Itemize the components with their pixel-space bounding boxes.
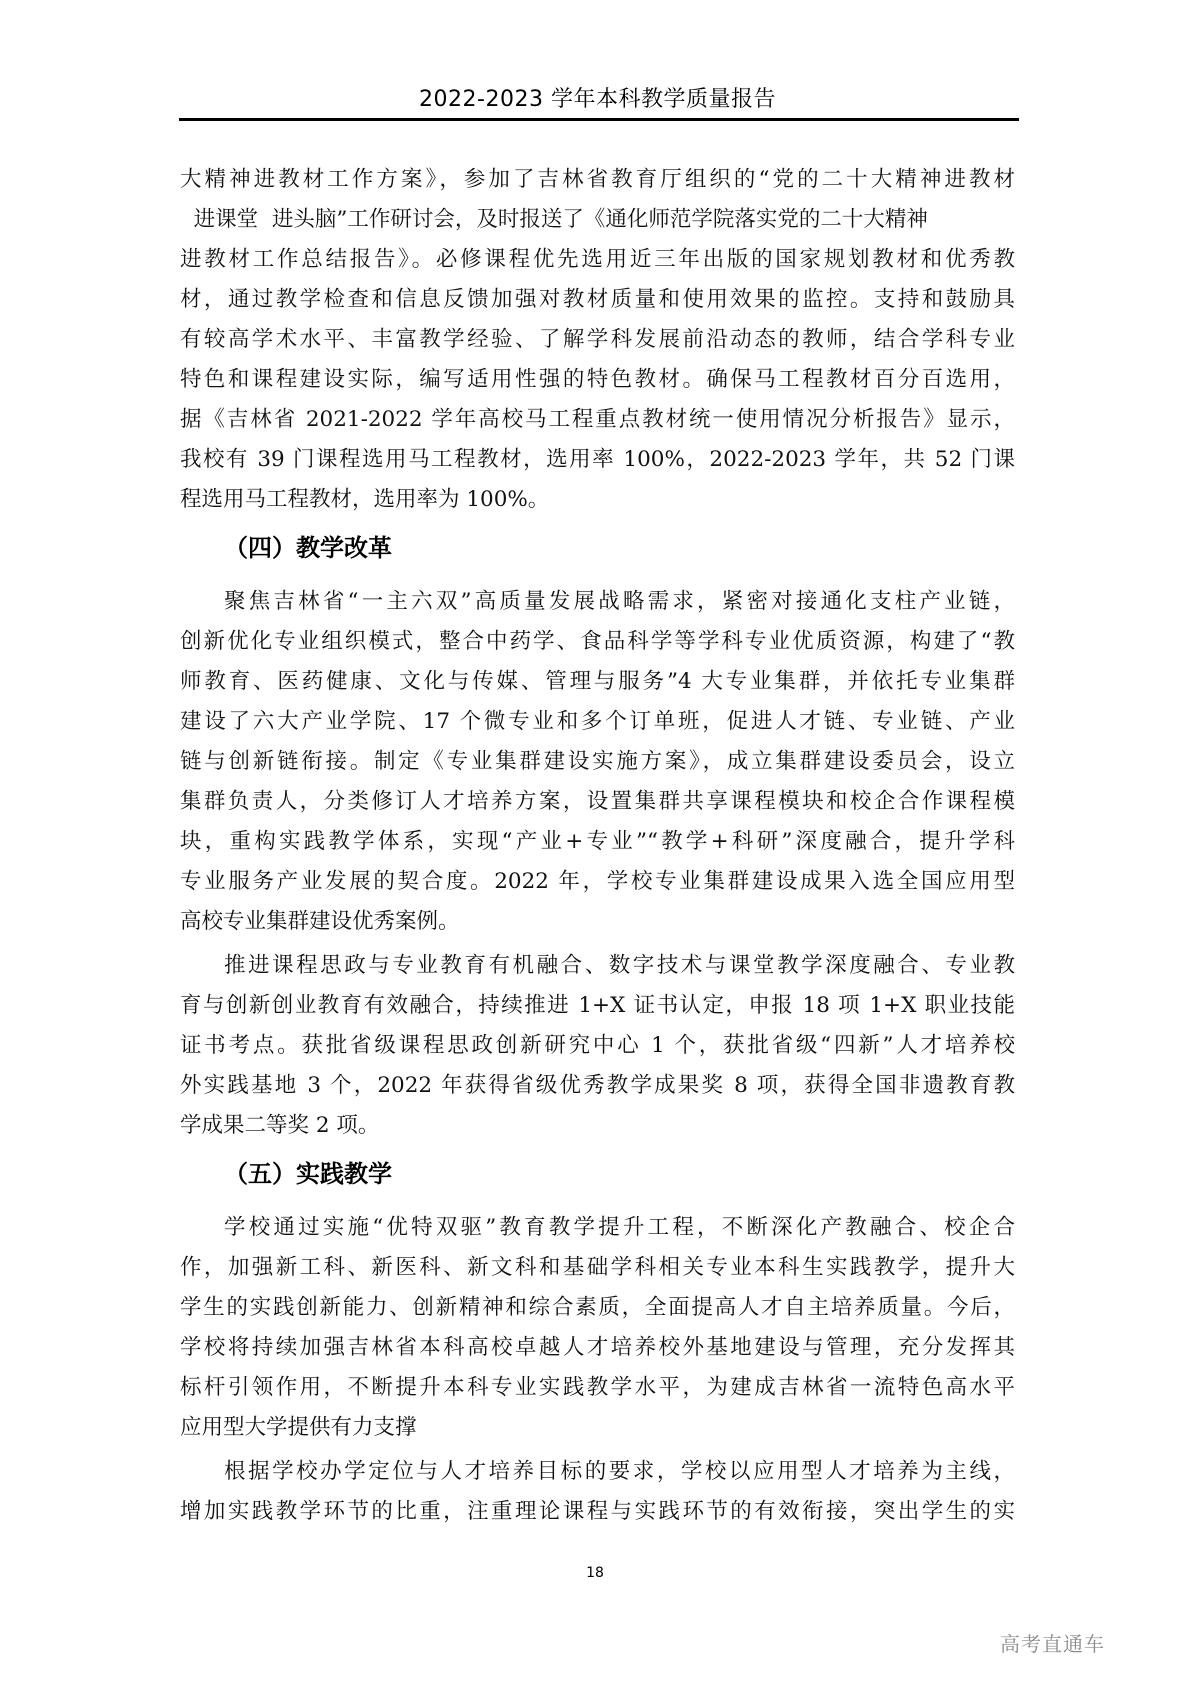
text-line: 块，重构实践教学体系，实现“产业+专业”“教学+科研”深度融合，提升学科 bbox=[180, 829, 1015, 854]
text-line: 材，通过教学检查和信息反馈加强对教材质量和使用效果的监控。支持和鼓励具 bbox=[180, 287, 1015, 312]
text-line: 外实践基地 3 个，2022 年获得省级优秀教学成果奖 8 项，获得全国非遗教育教 bbox=[180, 1073, 1015, 1098]
text-line: 标杆引领作用，不断提升本科专业实践教学水平，为建成吉林省一流特色高水平 bbox=[180, 1375, 1015, 1400]
header-divider bbox=[179, 118, 1019, 121]
text-line: 大精神进教材工作方案》，参加了吉林省教育厅组织的“党的二十大精神进教材 bbox=[180, 167, 1015, 192]
paragraph-practice-program bbox=[180, 1208, 1015, 1448]
text-line: 链与创新链衔接。制定《专业集群建设实施方案》，成立集群建设委员会，设立 bbox=[180, 749, 1015, 774]
text-line: 学校将持续加强吉林省本科高校卓越人才培养校外基地建设与管理，充分发挥其 bbox=[180, 1335, 1015, 1360]
text-line: 育与创新创业教育有效融合，持续推进 1+X 证书认定，申报 18 项 1+X 职业技能 bbox=[180, 993, 1015, 1018]
text-line: 有较高学术水平、丰富教学经验、了解学科发展前沿动态的教师，结合学科专业 bbox=[180, 327, 1015, 352]
text-line: 集群负责人，分类修订人才培养方案，设置集群共享课程模块和校企合作课程模 bbox=[180, 789, 1015, 814]
text-line: 进教材工作总结报告》。必修课程优先选用近三年出版的国家规划教材和优秀教 bbox=[180, 247, 1015, 272]
text-line: 作，加强新工科、新医科、新文科和基础学科相关专业本科生实践教学，提升大 bbox=[180, 1255, 1015, 1280]
paragraph-curriculum-integration bbox=[180, 946, 1015, 1146]
text-line: 根据学校办学定位与人才培养目标的要求，学校以应用型人才培养为主线， bbox=[224, 1459, 1015, 1484]
text-line: 据《吉林省 2021-2022 学年高校马工程重点教材统一使用情况分析报告》显示， bbox=[180, 407, 1015, 432]
paragraph-textbook-selection bbox=[180, 160, 1015, 520]
text-line: 学生的实践创新能力、创新精神和综合素质，全面提高人才自主培养质量。今后， bbox=[180, 1295, 1015, 1320]
page-number: 18 bbox=[586, 1565, 604, 1581]
text-line: 增加实践教学环节的比重，注重理论课程与实践环节的有效衔接，突出学生的实 bbox=[180, 1499, 1015, 1524]
text-line: 创新优化专业组织模式，整合中药学、食品科学等学科专业优质资源，构建了“教 bbox=[180, 629, 1015, 654]
text-line: 学校通过实施“优特双驱”教育教学提升工程，不断深化产教融合、校企合 bbox=[224, 1215, 1015, 1240]
paragraph-applied-talent bbox=[180, 1452, 1015, 1532]
text-line: 建设了六大产业学院、17 个微专业和多个订单班，促进人才链、专业链、产业 bbox=[180, 709, 1015, 734]
paragraph-professional-clusters bbox=[180, 582, 1015, 942]
text-line: 学成果二等奖 2 项。 bbox=[180, 1113, 380, 1138]
page-header-title: 2022-2023 学年本科教学质量报告 bbox=[419, 87, 776, 112]
text-line: 应用型大学提供有力支撑 bbox=[180, 1415, 417, 1440]
watermark-text: 高考直通车 bbox=[1000, 1632, 1105, 1656]
text-line: 进课堂 进头脑”工作研讨会，及时报送了《通化师范学院落实党的二十大精神 bbox=[180, 207, 928, 232]
text-line: 专业服务产业发展的契合度。2022 年，学校专业集群建设成果入选全国应用型 bbox=[180, 869, 1015, 894]
text-line: 证书考点。获批省级课程思政创新研究中心 1 个，获批省级“四新”人才培养校 bbox=[180, 1033, 1015, 1058]
section-heading-teaching-reform: （四）教学改革 bbox=[224, 534, 392, 562]
text-line: 特色和课程建设实际，编写适用性强的特色教材。确保马工程教材百分百选用， bbox=[180, 367, 1015, 392]
text-line: 我校有 39 门课程选用马工程教材，选用率 100%，2022-2023 学年，共 52 门课 bbox=[180, 447, 1015, 472]
text-line: 程选用马工程教材，选用率为 100%。 bbox=[180, 487, 550, 512]
text-line: 推进课程思政与专业教育有机融合、数字技术与课堂教学深度融合、专业教 bbox=[224, 953, 1015, 978]
text-line: 师教育、医药健康、文化与传媒、管理与服务”4 大专业集群，并依托专业集群 bbox=[180, 669, 1015, 694]
document-body bbox=[180, 160, 1015, 1532]
section-heading-practical-teaching: （五）实践教学 bbox=[224, 1160, 392, 1188]
text-line: 高校专业集群建设优秀案例。 bbox=[180, 909, 460, 934]
text-line: 聚焦吉林省“一主六双”高质量发展战略需求，紧密对接通化支柱产业链， bbox=[224, 589, 1015, 614]
